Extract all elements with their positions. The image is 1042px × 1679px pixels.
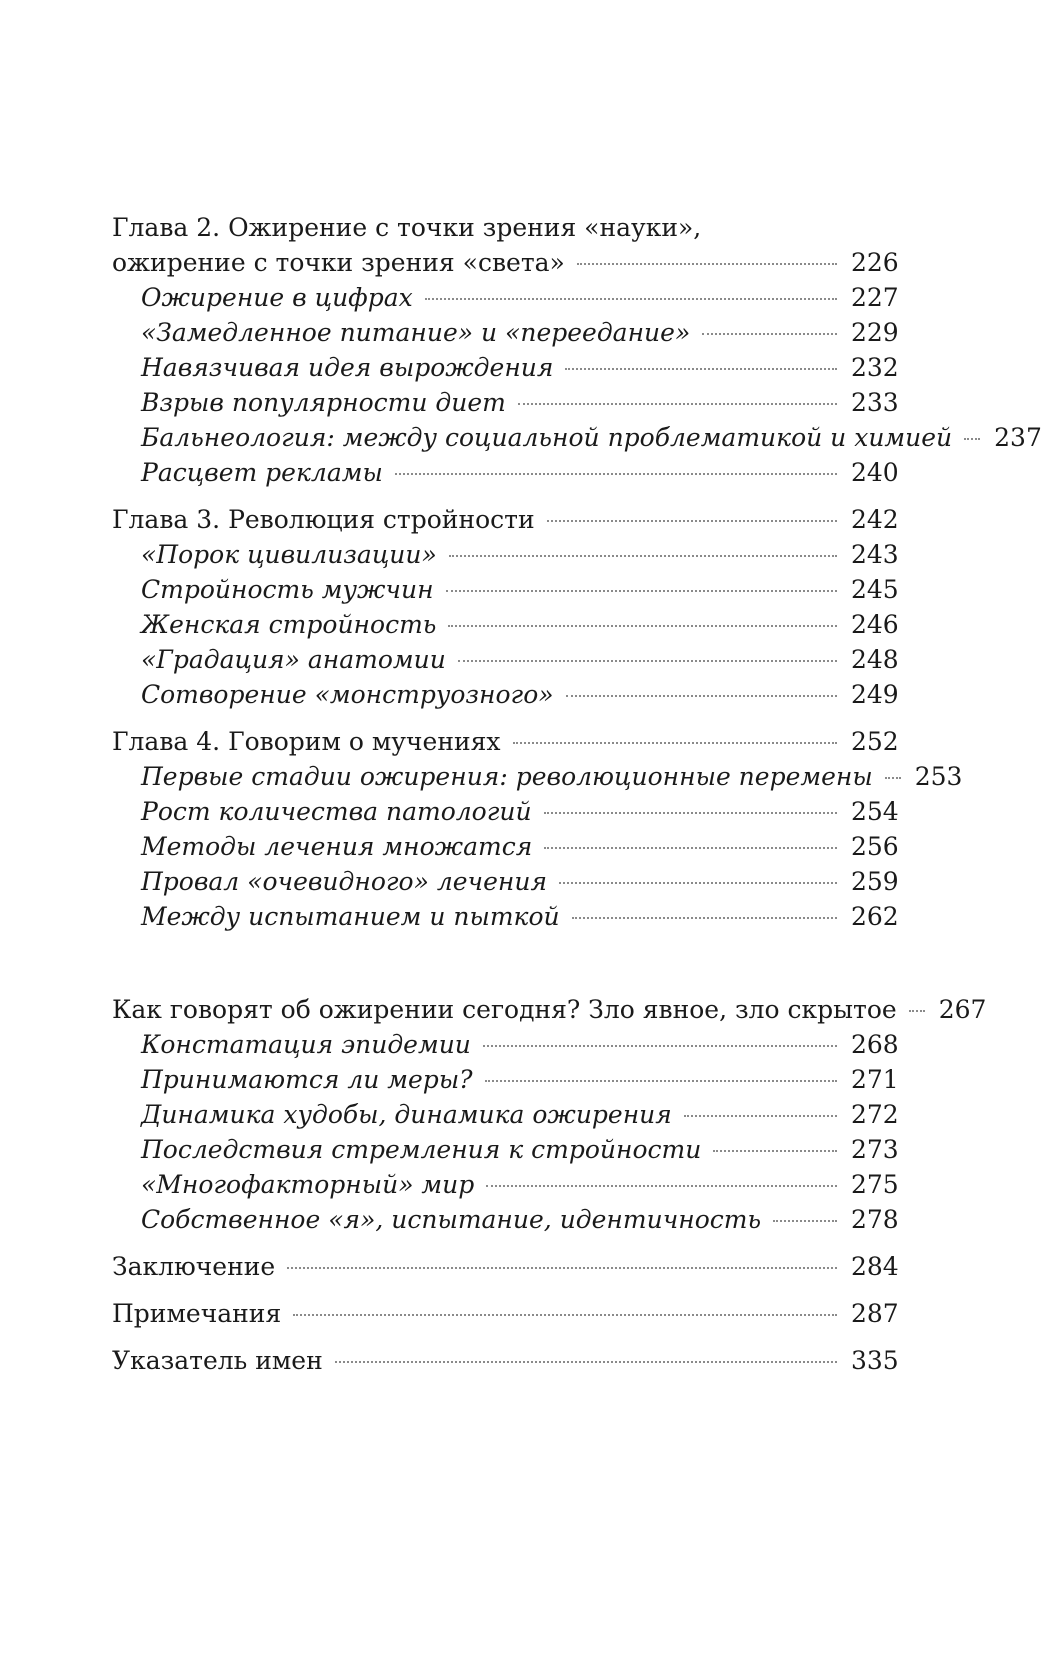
- dot-leader: [566, 695, 837, 697]
- dot-leader: [518, 403, 837, 405]
- page-number: 242: [851, 505, 899, 534]
- section-title: Первые стадии ожирения: революционные перемены: [141, 762, 873, 791]
- dot-leader: [446, 590, 837, 592]
- page-number: 246: [851, 610, 899, 639]
- section-title: Взрыв популярности диет: [141, 388, 506, 417]
- dot-leader: [293, 1314, 837, 1316]
- dot-leader: [773, 1220, 837, 1222]
- section-title: Женская стройность: [141, 610, 437, 639]
- page-number: 243: [851, 540, 899, 569]
- toc-entry-chapter-2: [112, 245, 899, 280]
- toc-entry-section: [112, 1132, 899, 1167]
- section-title: Последствия стремления к стройности: [141, 1135, 702, 1164]
- dot-leader: [572, 917, 837, 919]
- entry-title: Заключение: [112, 1252, 276, 1281]
- toc-entry-section: [112, 572, 899, 607]
- section-title: Провал «очевидного» лечения: [141, 867, 547, 896]
- dot-leader: [449, 555, 837, 557]
- section-title: Бальнеология: между социальной проблематикой и химией: [141, 423, 953, 452]
- page-number: 229: [851, 318, 899, 347]
- toc-entry-section: [112, 420, 1042, 455]
- toc-entry-section: [112, 677, 899, 712]
- page-number: 272: [851, 1100, 899, 1129]
- toc-entry-section: [112, 794, 899, 829]
- dot-leader: [684, 1115, 837, 1117]
- toc-entry-section: [112, 1167, 899, 1202]
- dot-leader: [713, 1150, 837, 1152]
- section-title: Методы лечения множатся: [141, 832, 533, 861]
- toc-entry-section: [112, 759, 963, 794]
- page-number: 256: [851, 832, 899, 861]
- dot-leader: [964, 438, 980, 440]
- dot-leader: [425, 298, 837, 300]
- dot-leader: [702, 333, 837, 335]
- dot-leader: [485, 1080, 837, 1082]
- part-title: Как говорят об ожирении сегодня? Зло явное, зло скрытое: [112, 995, 897, 1024]
- toc-entry-section: [112, 455, 899, 490]
- page-number: 252: [851, 727, 899, 756]
- toc-entry-section: [112, 1027, 899, 1062]
- dot-leader: [565, 368, 837, 370]
- dot-leader: [544, 847, 837, 849]
- toc-entry-section: [112, 899, 899, 934]
- toc-entry-section: [112, 280, 899, 315]
- entry-title: Примечания: [112, 1299, 282, 1328]
- dot-leader: [287, 1267, 837, 1269]
- toc-entry-chapter-3: [112, 502, 899, 537]
- page-number: 233: [851, 388, 899, 417]
- dot-leader: [547, 520, 837, 522]
- section-title: Собственное «я», испытание, идентичность: [141, 1205, 762, 1234]
- page-number: 275: [851, 1170, 899, 1199]
- chapter-title: Глава 3. Революция стройности: [112, 505, 535, 534]
- section-title: Принимаются ли меры?: [141, 1065, 473, 1094]
- section-title: Расцвет рекламы: [141, 458, 383, 487]
- toc-entry-section: [112, 642, 899, 677]
- section-title: Рост количества патологий: [141, 797, 532, 826]
- dot-leader: [486, 1185, 837, 1187]
- page-number: 287: [851, 1299, 899, 1328]
- dot-leader: [395, 473, 837, 475]
- section-title: «Порок цивилизации»: [141, 540, 437, 569]
- dot-leader: [577, 263, 837, 265]
- page-number: 259: [851, 867, 899, 896]
- page-number: 249: [851, 680, 899, 709]
- page-number: 271: [851, 1065, 899, 1094]
- toc-entry-section: [112, 350, 899, 385]
- page-number: 237: [994, 423, 1042, 452]
- toc-entry-section: [112, 1202, 899, 1237]
- section-title: Стройность мужчин: [141, 575, 434, 604]
- chapter-2-title-line2: ожирение с точки зрения «света»: [112, 248, 565, 277]
- dot-leader: [483, 1045, 837, 1047]
- toc-entry-section: [112, 1062, 899, 1097]
- page-number: 267: [938, 995, 987, 1024]
- entry-title: Указатель имен: [112, 1346, 323, 1375]
- dot-leader: [458, 660, 837, 662]
- page-number: 335: [851, 1346, 899, 1375]
- page-number: 227: [851, 283, 899, 312]
- page-number: 245: [851, 575, 899, 604]
- dot-leader: [885, 777, 901, 779]
- section-title: Ожирение в цифрах: [141, 283, 413, 312]
- section-title: «Градация» анатомии: [141, 645, 446, 674]
- toc-entry-notes: [112, 1296, 899, 1331]
- section-title: Сотворение «монструозного»: [141, 680, 554, 709]
- page-number: 248: [851, 645, 899, 674]
- toc-entry-section: [112, 537, 899, 572]
- section-title: «Многофакторный» мир: [141, 1170, 475, 1199]
- dot-leader: [335, 1361, 837, 1363]
- section-title: Констатация эпидемии: [141, 1030, 471, 1059]
- page-number: 278: [851, 1205, 899, 1234]
- page-number: 253: [914, 762, 963, 791]
- toc-entry-section: [112, 385, 899, 420]
- page-number: 232: [851, 353, 899, 382]
- page-number: 273: [851, 1135, 899, 1164]
- table-of-contents: [112, 210, 1042, 1378]
- dot-leader: [544, 812, 837, 814]
- dot-leader: [909, 1010, 925, 1012]
- section-title: Навязчивая идея вырождения: [141, 353, 554, 382]
- page-number: 226: [851, 248, 899, 277]
- chapter-title: Глава 4. Говорим о мучениях: [112, 727, 501, 756]
- section-title: Динамика худобы, динамика ожирения: [141, 1100, 672, 1129]
- toc-entry-section: [112, 864, 899, 899]
- page-number: 254: [851, 797, 899, 826]
- toc-entry-conclusion: [112, 1249, 899, 1284]
- chapter-2-title-line1: Глава 2. Ожирение с точки зрения «науки»,: [112, 213, 702, 242]
- toc-entry-chapter-4: [112, 724, 899, 759]
- toc-entry-section: [112, 1097, 899, 1132]
- page-number: 240: [851, 458, 899, 487]
- toc-entry-section: [112, 829, 899, 864]
- section-title: «Замедленное питание» и «переедание»: [141, 318, 691, 347]
- page-number: 284: [851, 1252, 899, 1281]
- toc-entry-index: [112, 1343, 899, 1378]
- page-number: 268: [851, 1030, 899, 1059]
- dot-leader: [448, 625, 837, 627]
- dot-leader: [559, 882, 837, 884]
- dot-leader: [513, 742, 837, 744]
- section-title: Между испытанием и пыткой: [141, 902, 560, 931]
- page-number: 262: [851, 902, 899, 931]
- toc-entry-section: [112, 315, 899, 350]
- toc-entry-part-today: [112, 992, 987, 1027]
- toc-entry-section: [112, 607, 899, 642]
